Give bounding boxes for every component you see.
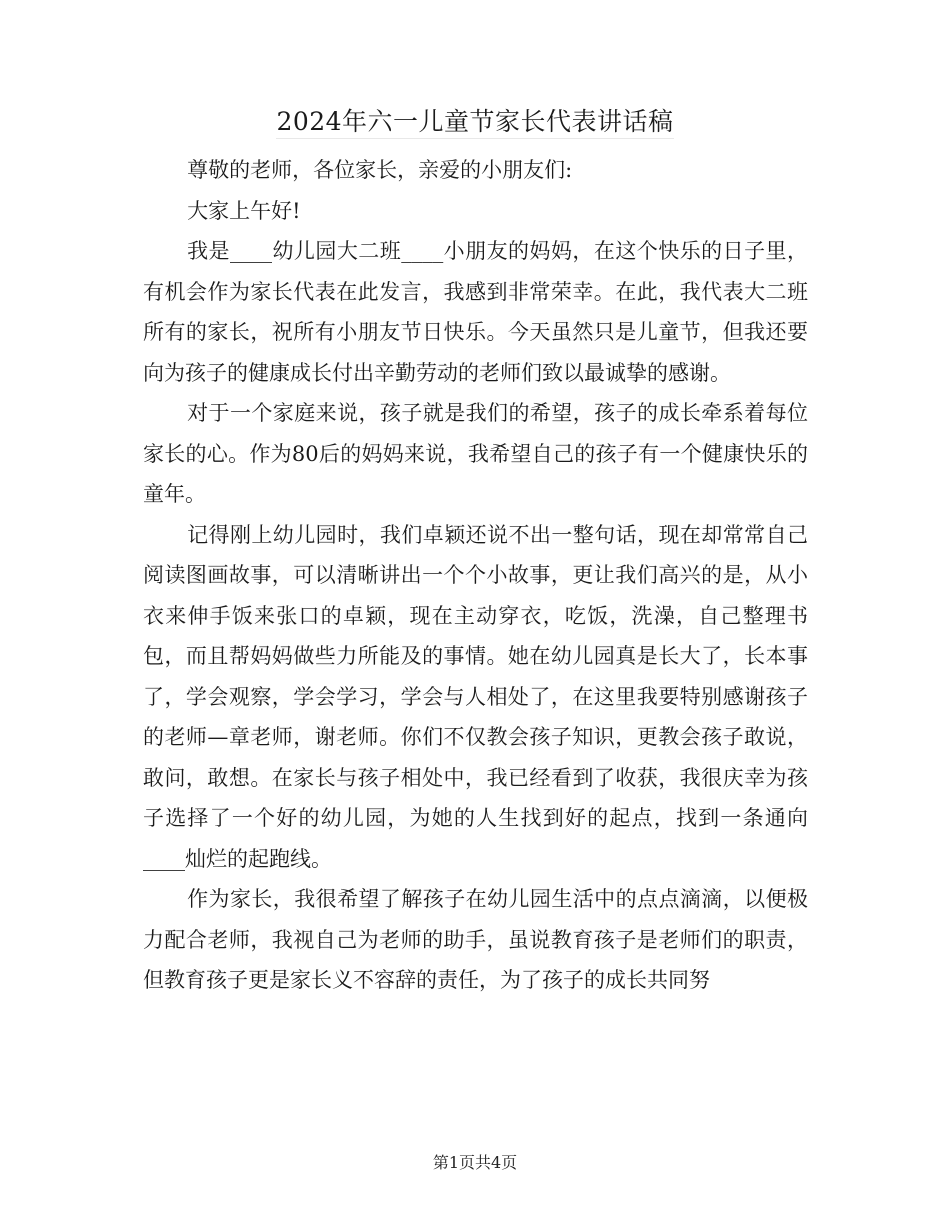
document-title-text: 2024年六一儿童节家长代表讲话稿 <box>276 107 673 139</box>
page-footer: 第1页共4页 <box>432 1153 518 1172</box>
paragraph-family-hope: 对于一个家庭来说，孩子就是我们的希望，孩子的成长牵系着每位家长的心。作为80后的妈妈来说，我希望自己的孩子有一个健康快乐的童年。 <box>143 401 808 506</box>
document-title <box>0 104 950 140</box>
paragraph-salutation: 尊敬的老师，各位家长，亲爱的小朋友们: <box>187 158 573 182</box>
paragraph-parent-role: 作为家长，我很希望了解孩子在幼儿园生活中的点点滴滴，以便极力配合老师，我视自己为老师的助手，虽说教育孩子是老师们的职责，但教育孩子更是家长义不容辞的责任，为了孩子的成长共同努 <box>143 887 808 992</box>
paragraph-greeting: 大家上午好! <box>187 198 301 223</box>
paragraph-introduction: 我是____幼儿园大二班____小朋友的妈妈，在这个快乐的日子里，有机会作为家长代表在此发言，我感到非常荣幸。在此，我代表大二班所有的家长，祝所有小朋友节日快乐。今天虽然只是儿童节，但我还要向为孩子的健康成长付出辛勤劳动的老师们致以最诚挚的感谢。 <box>143 239 808 385</box>
paragraph-child-growth: 记得刚上幼儿园时，我们卓颖还说不出一整句话，现在却常常自己阅读图画故事，可以清晰讲出一个个小故事，更让我们高兴的是，从小衣来伸手饭来张口的卓颖，现在主动穿衣，吃饭，洗澡，自己整理书包，而且帮妈妈做些力所能及的事情。她在幼儿园真是长大了，长本事了，学会观察，学会学习，学会与人相处了，在这里我要特别感谢孩子的老师—章老师，谢老师。你们不仅教会孩子知识，更教会孩子敢说，敢问，敢想。在家长与孩子相处中，我已经看到了收获，我很庆幸为孩子选择了一个好的幼儿园，为她的人生找到好的起点，找到一条通向____灿烂的起跑线。 <box>143 522 808 871</box>
document-body <box>143 150 808 1001</box>
